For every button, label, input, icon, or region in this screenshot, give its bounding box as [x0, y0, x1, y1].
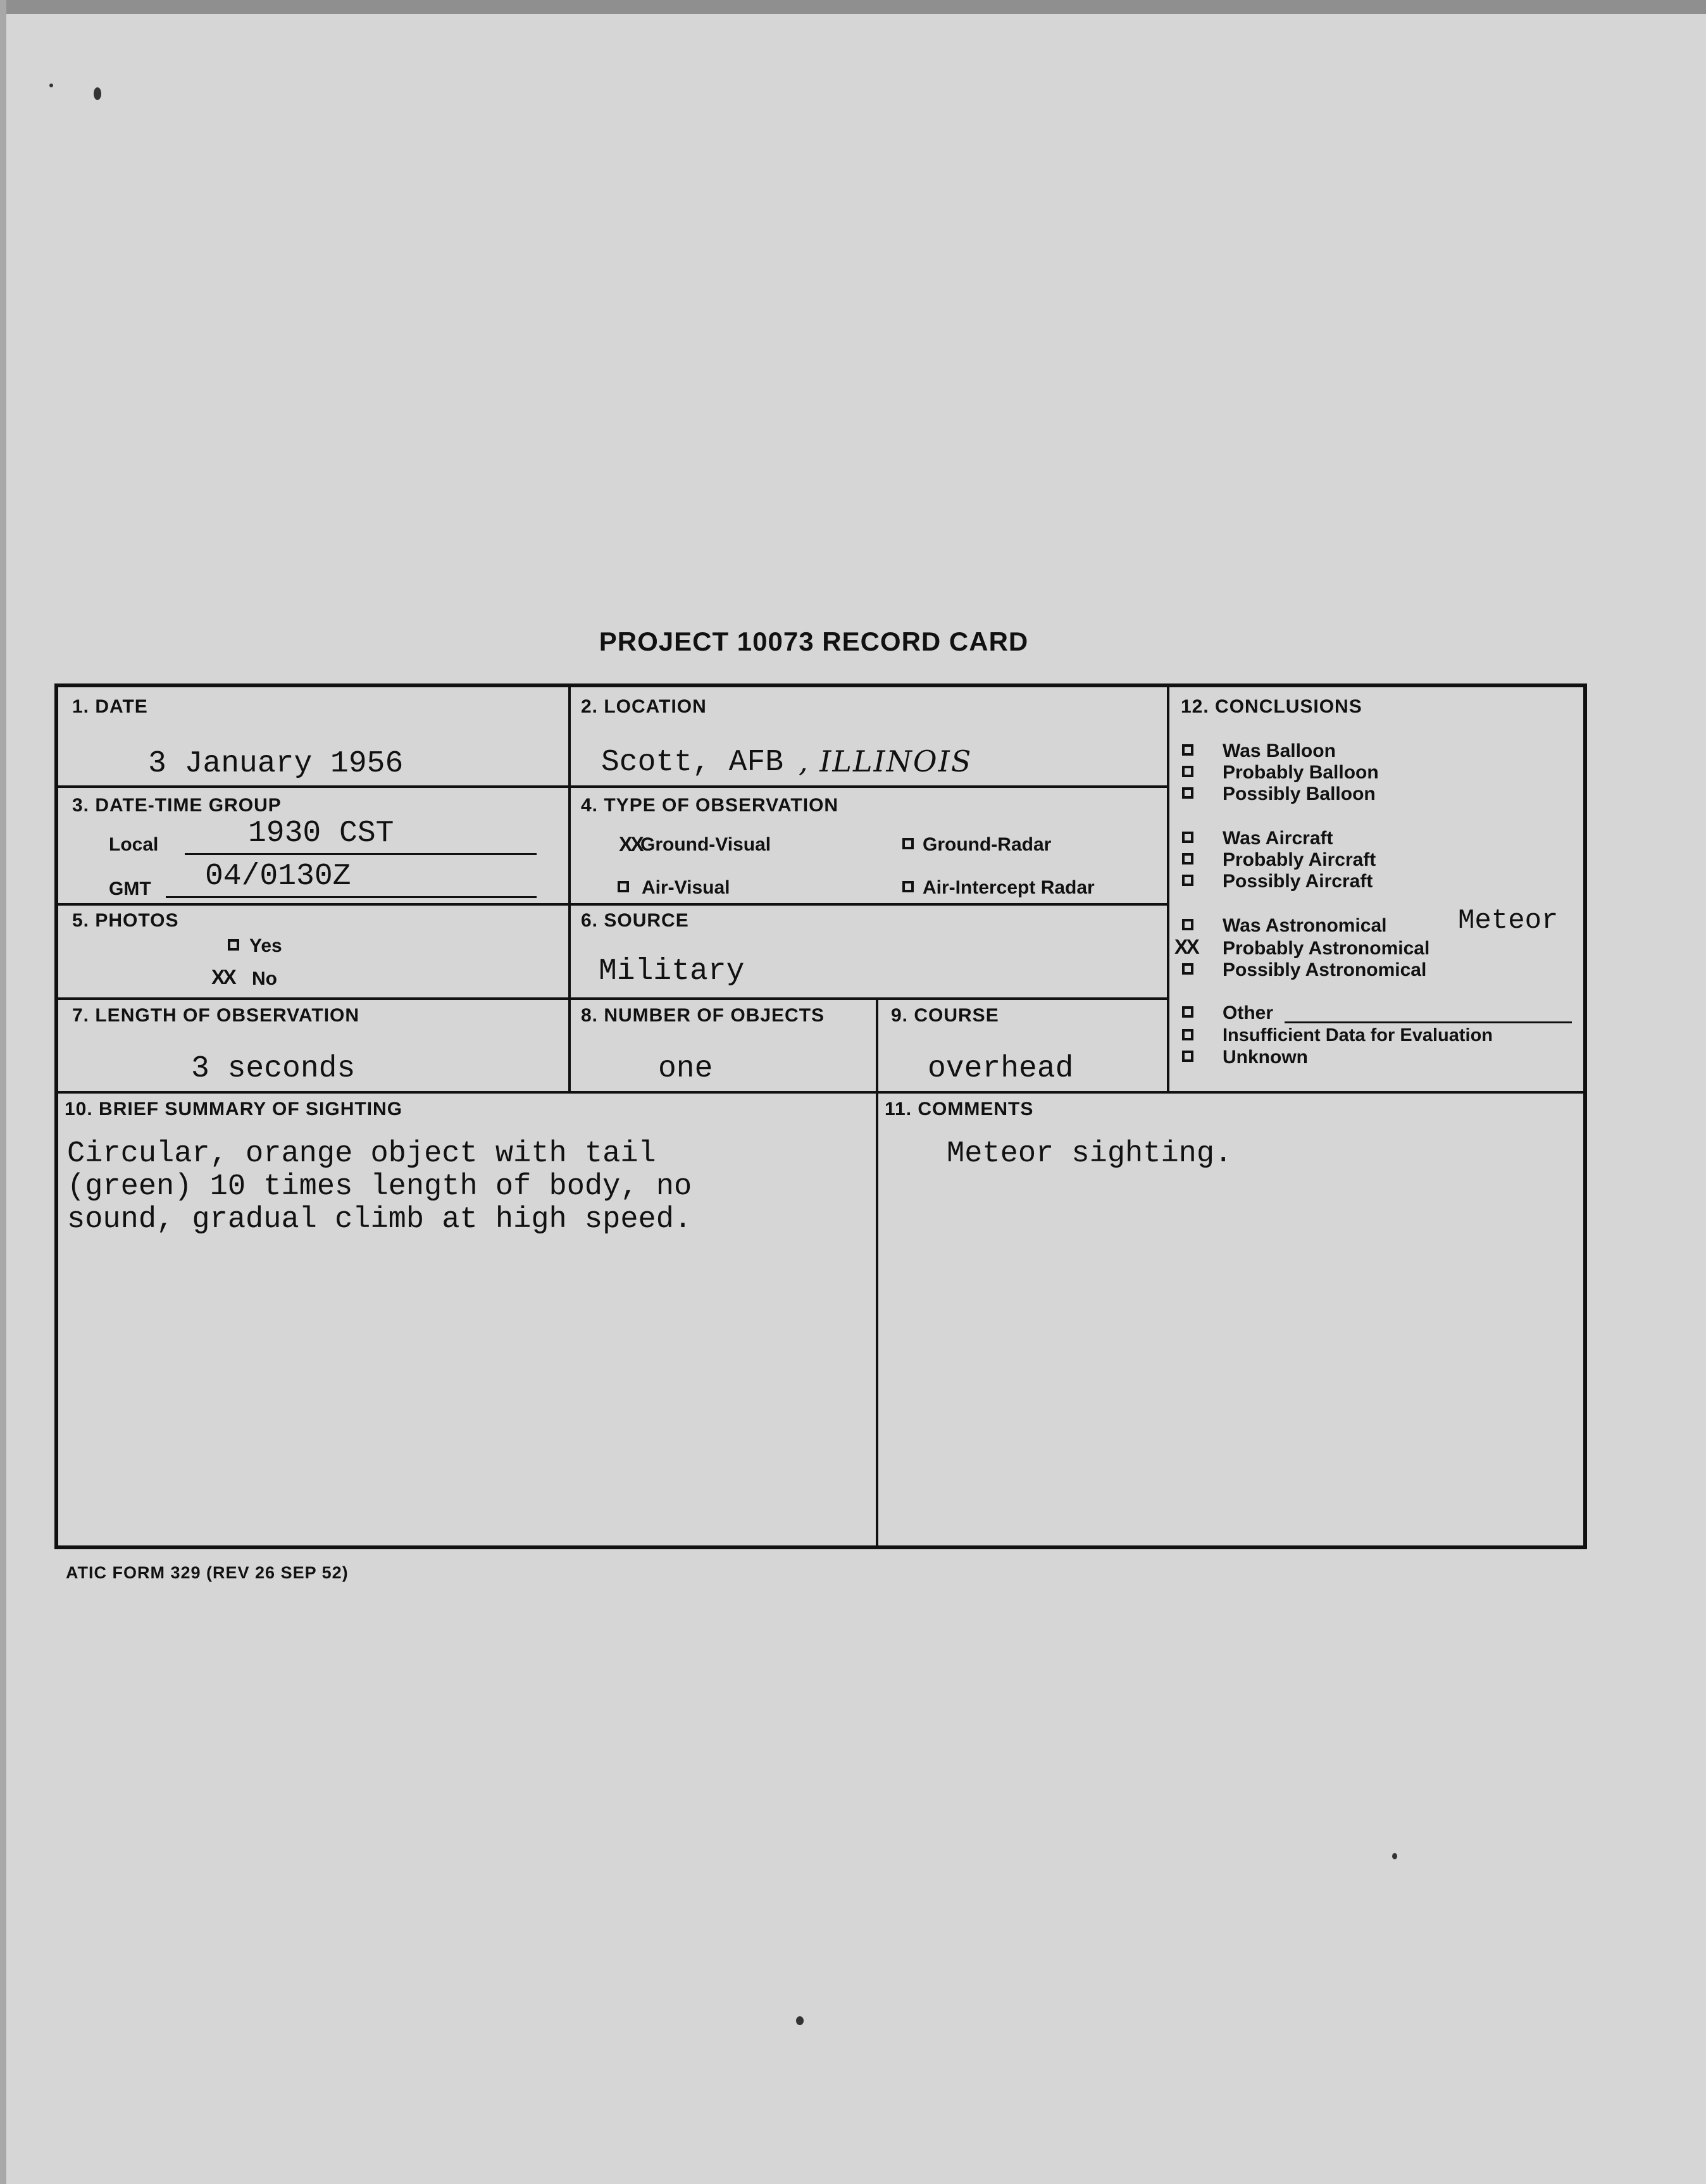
comments-label: 11. COMMENTS [885, 1099, 1034, 1120]
conclusion-item: Possibly Astronomical [1223, 959, 1427, 980]
source-label: 6. SOURCE [581, 910, 689, 931]
location-label: 2. LOCATION [581, 696, 707, 717]
other-underline [1285, 1021, 1572, 1023]
ground-visual-label: Ground-Visual [640, 834, 771, 855]
conclusion-item: Probably Astronomical [1223, 938, 1430, 959]
possibly-aircraft-checkbox[interactable] [1182, 875, 1193, 886]
conclusion-item: Possibly Aircraft [1223, 871, 1373, 892]
scan-speck [94, 87, 101, 100]
date-time-group-label: 3. DATE-TIME GROUP [72, 795, 282, 816]
possibly-astronomical-checkbox[interactable] [1182, 963, 1193, 975]
summary-line: (green) 10 times length of body, no [67, 1170, 692, 1204]
conclusion-item: Possibly Balloon [1223, 783, 1376, 804]
photos-label: 5. PHOTOS [72, 910, 179, 931]
insufficient-data-checkbox[interactable] [1182, 1029, 1193, 1040]
gmt-value: 04/0130Z [205, 859, 351, 894]
local-underline [185, 853, 537, 855]
local-value: 1930 CST [248, 816, 394, 851]
rule [1167, 687, 1169, 1091]
date-label: 1. DATE [72, 696, 148, 717]
conclusion-item: Probably Aircraft [1223, 849, 1376, 870]
scan-speck [1392, 1853, 1397, 1859]
probably-aircraft-checkbox[interactable] [1182, 853, 1193, 864]
conclusion-item: Insufficient Data for Evaluation [1223, 1025, 1493, 1045]
gmt-label: GMT [109, 878, 151, 899]
summary-label: 10. BRIEF SUMMARY OF SIGHTING [65, 1099, 403, 1120]
rule [568, 687, 571, 1091]
air-visual-label: Air-Visual [642, 877, 730, 898]
ground-visual-check[interactable]: XX [619, 833, 642, 856]
photos-yes-checkbox[interactable] [228, 939, 239, 951]
rule [58, 1091, 1583, 1094]
possibly-balloon-checkbox[interactable] [1182, 787, 1193, 799]
length-value: 3 seconds [191, 1052, 356, 1086]
location-handwritten: , ILLINOIS [799, 744, 973, 778]
unknown-checkbox[interactable] [1182, 1051, 1193, 1062]
conclusion-item: Was Balloon [1223, 740, 1336, 761]
record-card [54, 683, 1587, 1549]
summary-line: sound, gradual climb at high speed. [67, 1203, 692, 1237]
scan-top-edge [0, 0, 1706, 14]
scan-speck [796, 2016, 804, 2025]
air-intercept-radar-checkbox[interactable] [902, 881, 914, 892]
summary-line: Circular, orange object with tail [67, 1137, 656, 1171]
ground-radar-checkbox[interactable] [902, 838, 914, 849]
rule [58, 997, 1167, 1000]
number-of-objects-label: 8. NUMBER OF OBJECTS [581, 1005, 825, 1026]
conclusion-item: Unknown [1223, 1047, 1308, 1068]
type-of-observation-label: 4. TYPE OF OBSERVATION [581, 795, 839, 816]
scan-left-edge [0, 0, 6, 2184]
comments-value: Meteor sighting. [947, 1137, 1233, 1171]
length-label: 7. LENGTH OF OBSERVATION [72, 1005, 360, 1026]
source-value: Military [599, 954, 745, 989]
photos-no-check[interactable]: XX [211, 966, 235, 989]
conclusion-item: Was Aircraft [1223, 828, 1333, 849]
form-footer: ATIC FORM 329 (REV 26 SEP 52) [66, 1563, 349, 1582]
probably-balloon-checkbox[interactable] [1182, 766, 1193, 777]
conclusion-item: Was Astronomical [1223, 915, 1387, 936]
astronomical-note: Meteor [1458, 905, 1559, 937]
air-intercept-radar-label: Air-Intercept Radar [923, 877, 1095, 898]
rule [58, 785, 1167, 788]
conclusions-label: 12. CONCLUSIONS [1181, 696, 1362, 717]
scan-speck [49, 84, 53, 87]
course-label: 9. COURSE [891, 1005, 999, 1026]
location-value: Scott, AFB [601, 746, 784, 780]
ground-radar-label: Ground-Radar [923, 834, 1052, 855]
local-label: Local [109, 834, 159, 855]
other-checkbox[interactable] [1182, 1006, 1193, 1018]
conclusion-item: Other [1223, 1002, 1274, 1023]
rule [58, 903, 1167, 906]
date-value: 3 January 1956 [148, 747, 404, 781]
gmt-underline [166, 896, 537, 898]
card-title: PROJECT 10073 RECORD CARD [599, 627, 1029, 656]
conclusion-item: Probably Balloon [1223, 762, 1379, 783]
number-of-objects-value: one [658, 1052, 713, 1086]
rule [876, 1091, 878, 1549]
was-aircraft-checkbox[interactable] [1182, 832, 1193, 843]
photos-yes-label: Yes [249, 935, 282, 956]
course-value: overhead [928, 1052, 1074, 1086]
air-visual-checkbox[interactable] [618, 881, 629, 892]
rule [876, 997, 878, 1091]
was-astronomical-checkbox[interactable] [1182, 919, 1193, 930]
photos-no-label: No [252, 968, 277, 989]
was-balloon-checkbox[interactable] [1182, 744, 1193, 756]
probably-astronomical-check[interactable]: XX [1174, 935, 1198, 958]
